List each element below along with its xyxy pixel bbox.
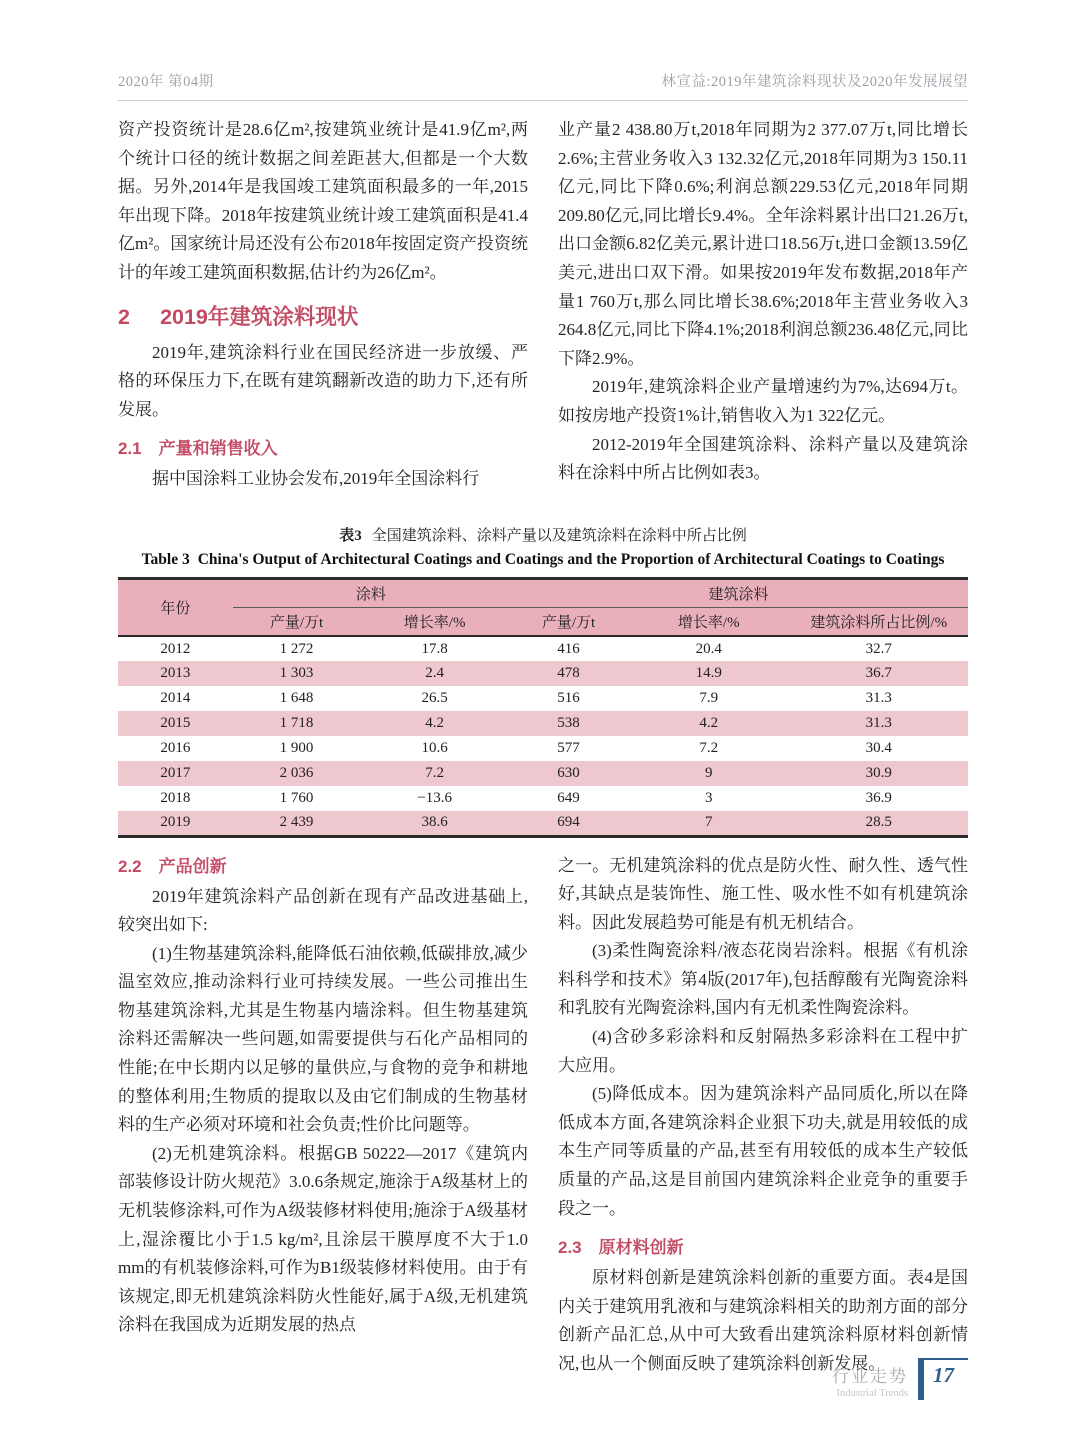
col-header-output: 产量/万t	[233, 608, 361, 637]
table-caption-zh-text: 全国建筑涂料、涂料产量以及建筑涂料在涂料中所占比例	[371, 528, 747, 544]
table-row	[118, 811, 968, 836]
section-title: 产品创新	[158, 856, 227, 876]
table-cell: 2.4	[425, 665, 444, 681]
table-cell: 1 718	[279, 715, 314, 731]
para-ceramic: (3)柔性陶瓷涂料/液态花岗岩涂料。根据《有机涂料科学和技术》第4版(2017年),包括醇酸有光陶瓷涂料和乳胶有光陶瓷涂料,国内有无机柔性陶瓷涂料。	[558, 941, 968, 1018]
table-cell: 538	[557, 715, 580, 731]
para-inorganic-cont: 之一。无机建筑涂料的优点是防火性、耐久性、透气性好,其缺点是装饰性、施工性、吸水性不如有机建筑涂料。因此发展趋势可能是有机无机结合。	[558, 855, 968, 932]
col-header-growth: 增长率/%	[360, 608, 509, 637]
group-header-arch-coatings: 建筑涂料	[509, 579, 968, 608]
col-header-growth-arch: 增长率/%	[628, 608, 790, 637]
footer-section-labels	[832, 1358, 908, 1399]
section-2-2-heading	[118, 852, 528, 877]
table-sub-header-row	[118, 608, 968, 637]
section-title: 产量和销售收入	[158, 439, 278, 459]
table-cell: 1 900	[279, 740, 314, 756]
para-bio-based: (1)生物基建筑涂料,能降低石油依赖,低碳排放,减少温室效应,推动涂料行业可持续发展。一些公司推出生物基建筑涂料,尤其是生物基内墙涂料。但生物基建筑涂料还需解决一些问题,如需要提供与石化产品相同的性能;在中长期内以足够的量供应,与食物的竞争和耕地的整体利用;生物质的提取以及由它们制成的生物基材料的生产必须对环境和社会负责;性价比问题等。	[118, 943, 528, 1135]
para-inorganic: (2)无机建筑涂料。根据GB 50222—2017《建筑内部装修设计防火规范》3.0.6条规定,施涂于A级基材上的无机装修涂料,可作为A级装修材料使用;施涂于A级基材上,湿涂覆比小于1.5 kg/m²,且涂层干膜厚度不大于1.0 mm的有机装修涂料,可作为B1级装修材料使用。由于有该规定,即无机建筑涂料防火性能好,属于A级,无机建筑涂料在我国成为近期发展的热点	[118, 1143, 528, 1335]
table-caption-en-number: Table 3	[141, 551, 190, 568]
section-2-3-heading	[558, 1233, 968, 1258]
table-cell: 36.7	[865, 665, 892, 681]
table-cell: 31.3	[865, 690, 892, 706]
table-row	[118, 736, 968, 761]
table-cell: 516	[557, 690, 580, 706]
col-header-year: 年份	[118, 579, 233, 637]
table-cell: 31.3	[865, 715, 892, 731]
table-cell: 1 303	[279, 665, 314, 681]
table-cell: 2018	[160, 790, 191, 806]
group-header-coatings: 涂料	[233, 579, 509, 608]
table-cell: 2014	[160, 690, 191, 706]
table-cell: 1 272	[279, 640, 314, 657]
section-number: 2.1	[118, 439, 142, 459]
table-cell: 7.2	[425, 765, 444, 781]
para-output-figures: 业产量2 438.80万t,2018年同期为2 377.07万t,同比增长2.6%;主营业务收入3 132.32亿元,2018年同期为3 150.11亿元,同比下降0.6%;利润总额229.53亿元,2018年同期209.80亿元,同比增长9.4%。全年涂料累计出口21.26万t,出口金额6.82亿美元,累计进口18.56万t,进口金额13.59亿美元,进出口双下滑。如果按2019年发布数据,2018年产量1 760万t,那么同比增长38.6%;2018年主营业务收入3 264.8亿元,同比下降4.1%;2018利润总额236.48亿元,同比下降2.9%。	[558, 120, 968, 368]
section-title: 2019年建筑涂料现状	[160, 304, 359, 329]
table-cell: 416	[557, 640, 580, 657]
table-cell: 38.6	[421, 814, 448, 831]
col-header-proportion: 建筑涂料所占比例/%	[790, 608, 969, 637]
table-cell: 32.7	[865, 640, 892, 657]
table-cell: 36.9	[865, 790, 892, 806]
section-number: 2.3	[558, 1238, 582, 1258]
table-cell: 1 648	[279, 690, 314, 706]
table-cell: 7.2	[699, 740, 719, 756]
table-row	[118, 761, 968, 786]
table-cell: 9	[705, 765, 713, 781]
page-content	[118, 116, 968, 1379]
para-multicolor: (4)含砂多彩涂料和反射隔热多彩涂料在工程中扩大应用。	[558, 1027, 968, 1075]
table-group-header-row	[118, 579, 968, 608]
table-caption-zh	[118, 524, 968, 545]
para-association: 据中国涂料工业协会发布,2019年全国涂料行	[152, 469, 480, 489]
coatings-output-table	[118, 577, 968, 838]
table-cell: 478	[557, 665, 580, 681]
section-2-1-heading	[118, 434, 528, 459]
table-cell: 694	[557, 814, 580, 831]
col-header-output-arch: 产量/万t	[509, 608, 628, 637]
para-growth: 2019年,建筑涂料企业产量增速约为7%,达694万t。如按房地产投资1%计,销售收入为1 322亿元。	[558, 377, 968, 425]
para-raw-material: 原材料创新是建筑涂料创新的重要方面。表4是国内关于建筑用乳液和与建筑涂料相关的助剂方面的部分创新产品汇总,从中可大致看出建筑涂料原材料创新情况,也从一个侧面反映了建筑涂料创新发展。	[558, 1268, 968, 1373]
table-cell: 649	[557, 790, 580, 806]
page-header	[118, 70, 968, 101]
table-cell: −13.6	[417, 790, 452, 806]
table-cell: 630	[557, 765, 580, 781]
table-cell: 7.9	[699, 690, 719, 706]
para-investment-stats: 资产投资统计是28.6亿m²,按建筑业统计是41.9亿m²,两个统计口径的统计数据之间差距甚大,但都是一个大数据。另外,2014年是我国竣工建筑面积最多的一年,2015年出现下降。2018年按建筑业统计竣工建筑面积是41.4亿m²。国家统计局还没有公布2018年按固定资产投资统计的年竣工建筑面积数据,估计约为26亿m²。	[118, 120, 528, 282]
table-cell: 28.5	[865, 814, 892, 831]
lower-columns	[118, 852, 968, 1379]
section-number: 2	[118, 304, 130, 329]
upper-columns	[118, 116, 968, 518]
para-industry-intro: 2019年,建筑涂料行业在国民经济进一步放缓、严格的环保压力下,在既有建筑翻新改造的助力下,还有所发展。	[118, 342, 528, 419]
table-cell: 577	[557, 740, 580, 756]
table-caption-zh-number: 表3	[339, 528, 362, 544]
table-cell: 2016	[160, 740, 191, 756]
table-cell: 20.4	[695, 640, 722, 657]
table-cell: 4.2	[425, 715, 444, 731]
table-cell: 14.9	[695, 665, 722, 681]
table-caption-en	[118, 551, 968, 569]
table-cell: 2019	[160, 814, 191, 831]
table-cell: 10.6	[421, 740, 448, 756]
right-column-2	[558, 852, 968, 1379]
table-cell: 1 760	[279, 790, 314, 806]
table-cell: 30.4	[865, 740, 892, 756]
para-table-ref: 2012-2019年全国建筑涂料、涂料产量以及建筑涂料在涂料中所占比例如表3。	[558, 434, 968, 483]
table-caption-en-text: China's Output of Architectural Coatings and Coatings and the Proportion of Architectural Coatings to Coatings	[197, 551, 945, 568]
table-cell: 4.2	[699, 715, 719, 731]
table-cell: 26.5	[421, 690, 448, 706]
table-cell: 3	[705, 790, 713, 806]
left-column	[118, 116, 528, 518]
section-title: 原材料创新	[598, 1238, 684, 1258]
footer-label-zh: 行业走势	[832, 1367, 908, 1386]
table-cell: 2012	[160, 640, 191, 657]
table-cell: 2017	[160, 765, 191, 781]
running-title: 林宣益:2019年建筑涂料现状及2020年发展展望	[661, 74, 968, 90]
footer-label-en: Industrial Trends	[836, 1388, 908, 1399]
section-number: 2.2	[118, 856, 142, 876]
table-cell: 2 439	[279, 814, 314, 831]
section-2-heading	[118, 300, 528, 331]
para-cost-reduction: (5)降低成本。因为建筑涂料产品同质化,所以在降低成本方面,各建筑涂料企业狠下功夫,就是用较低的成本生产同等质量的产品,甚至有用较低的成本生产较低质量的产品,这是目前国内建筑涂料企业竞争的重要手段之一。	[558, 1084, 968, 1218]
table-cell: 2 036	[279, 765, 314, 781]
table-cell: 7	[705, 814, 713, 831]
table-row	[118, 786, 968, 811]
left-column-2	[118, 852, 528, 1379]
table-cell: 2013	[160, 665, 191, 681]
para-innovation-intro: 2019年建筑涂料产品创新在现有产品改进基础上,较突出如下:	[118, 886, 528, 935]
table-3-block	[118, 524, 968, 838]
table-cell: 17.8	[421, 640, 448, 657]
table-row	[118, 711, 968, 736]
table-row	[118, 636, 968, 661]
table-cell: 30.9	[865, 765, 892, 781]
issue-label: 2020年 第04期	[118, 74, 214, 90]
page-footer	[832, 1358, 968, 1400]
table-cell: 2015	[160, 715, 191, 731]
table-row	[118, 686, 968, 711]
table-row	[118, 661, 968, 686]
right-column	[558, 116, 968, 518]
page-number: 17	[918, 1358, 968, 1400]
